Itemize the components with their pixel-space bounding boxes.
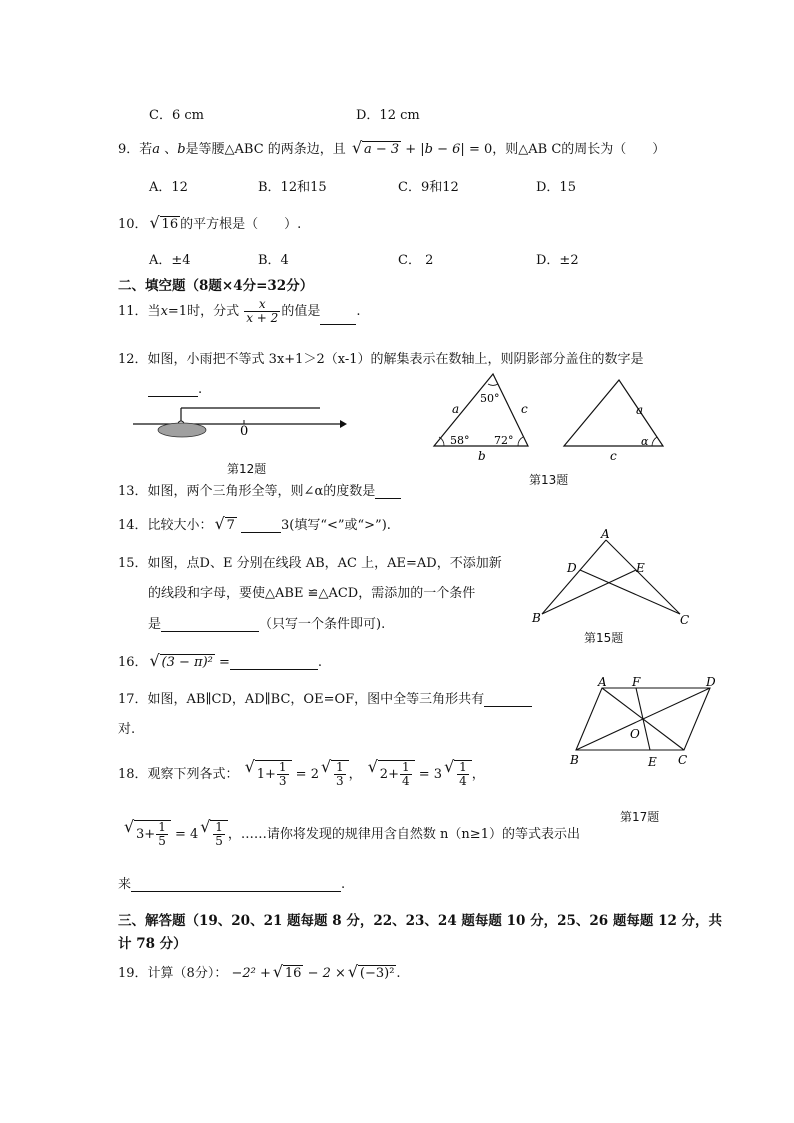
q18-f1-num: 1 [278, 760, 287, 774]
q18-text-2: ，……请你将发现的规律用含自然数 n（n≥1）的等式表示出 [227, 827, 580, 842]
q18-text-3: 来 [118, 877, 132, 892]
q14-radicand: 7 [226, 518, 235, 533]
q18-comma-2: ， [471, 767, 485, 782]
fig13-t2-side-c: c [610, 449, 617, 463]
fig17-caption: 第17题 [620, 810, 660, 824]
q9-option-d: D．15 [536, 180, 576, 195]
fig17-label-d: D [706, 676, 716, 689]
fig13-caption: 第13题 [529, 473, 569, 487]
q18-f2-rhs-den: 4 [459, 774, 467, 788]
fig17-figure [566, 676, 722, 768]
q9-stem: 9．若a 、b是等腰△ABC 的两条边，且 √ a − 3 + |b − 6| = 0，则△AB C的周长为（ ） [118, 138, 665, 157]
fig13-side-c: c [521, 402, 528, 416]
q15-number: 15． [118, 556, 148, 571]
q18-line-3 [118, 873, 345, 892]
q14-stem [118, 514, 391, 533]
q16-answer-blank[interactable] [230, 655, 318, 670]
q12-end: . [198, 382, 203, 397]
q13-answer-blank[interactable] [375, 484, 401, 499]
q18-f2-int: 2 [379, 767, 389, 782]
q8-option-c: C．6 cm [149, 108, 204, 123]
q9-abs-content: b − 6 [424, 142, 461, 157]
q12-text: 如图，小雨把不等式 3x+1＞2（x-1）的解集表示在数轴上，则阴影部分盖住的数字是 [147, 352, 644, 367]
q15-line-2: 的线段和字母，要使△ABE ≌△ACD，需添加的一个条件 [148, 586, 476, 601]
q15-line-1 [118, 552, 502, 571]
q11-frac-den: x + 2 [246, 311, 279, 325]
q19-stem [118, 962, 401, 981]
q19-radical-2 [348, 965, 397, 981]
fig17-label-b: B [570, 753, 579, 767]
q12-answer-line [148, 382, 202, 397]
q14-text-2: 3(填写“<”或“>”). [280, 518, 391, 533]
fig15-line-be [542, 570, 636, 614]
q18-f2-num: 1 [401, 760, 410, 774]
q9-option-a: A．12 [149, 180, 188, 195]
q18-f3-radical: √ 3+ $\frac{1}{5}$ [124, 820, 171, 848]
q18-f1-rhs-num: √ 1 [335, 760, 344, 774]
q18-comma-1: ， [348, 767, 362, 782]
fig13-angle-right: 72° [494, 434, 514, 447]
fig15-label-b: B [532, 611, 541, 625]
fig15-figure [528, 528, 698, 628]
section3-title-line-2: 计 78 分） [118, 936, 187, 952]
q14-text-1: 比较大小： [147, 518, 213, 533]
fig15-caption: 第15题 [584, 631, 624, 645]
q17-answer-blank[interactable] [484, 692, 532, 707]
q11-text-1: 当 [147, 304, 161, 319]
q10-number: 10． [118, 217, 148, 232]
q10-radical [150, 216, 181, 232]
fig12-shaded-cover [158, 423, 206, 437]
fig13-arc-alpha [652, 437, 657, 446]
q11-answer-blank[interactable] [320, 310, 356, 325]
q18-f3-rhs-num: √ 1 [215, 820, 223, 834]
q10-option-d: D．±2 [536, 253, 579, 268]
q9-text-3: ，则△AB C的周长为（ ） [492, 142, 666, 157]
q13-text: 如图，两个三角形全等，则∠α的度数是 [147, 484, 376, 499]
fig17-label-f: F [632, 676, 641, 689]
q18-answer-blank[interactable] [131, 877, 341, 892]
q18-f2-rhs-num: √ 1 [459, 760, 467, 774]
q18-f1-radical: √ 1+ $\frac{1}{3}$ [245, 760, 292, 788]
fig15-label-e: E [636, 561, 645, 575]
fig12-zero-label: 0 [240, 424, 249, 439]
fig15-label-c: C [680, 613, 690, 627]
section3-title-line-1: 三、解答题（19、20、21 题每题 8 分，22、23、24 题每题 10 分，25、26 题每题 12 分，共 [118, 913, 723, 929]
fig15-line-ac [606, 540, 680, 614]
q19-radicand-1: 16 [284, 966, 302, 981]
q15-text-3a: 是 [148, 617, 162, 632]
q15-text-3b: （只写一个条件即可). [259, 617, 386, 632]
fig13-side-a: a [452, 402, 460, 416]
fig13-t2-side-a: a [636, 403, 644, 417]
q9-equals: = 0 [468, 142, 493, 157]
q18-f3-int: 3 [136, 827, 145, 842]
fig15-line-cd [580, 570, 680, 614]
q18-f1-rhs-radical [321, 760, 349, 788]
q10-option-c: C． 2 [398, 253, 434, 268]
fig15-label-a: A [601, 528, 610, 541]
q17-text-1: 如图，AB∥CD，AD∥BC，OE=OF，图中全等三角形共有 [147, 692, 485, 707]
q17-line-1 [118, 688, 532, 707]
q12-answer-blank[interactable] [148, 382, 198, 397]
fig17-label-e: E [648, 755, 657, 768]
q8-option-d: D．12 cm [356, 108, 420, 123]
q16-equals: = [219, 655, 230, 670]
q9-text-2: 是等腰△ABC 的两条边，且 [185, 142, 346, 157]
q9-number: 9． [118, 142, 140, 157]
q19-expr-1: −2² + [231, 966, 271, 981]
q18-f3-num: 1 [158, 820, 166, 834]
q10-option-a: A．±4 [149, 253, 191, 268]
q18-f3-den: 5 [158, 834, 166, 848]
q9-option-b: B．12和15 [258, 180, 327, 195]
q9-text-1: 若 [139, 142, 153, 157]
q16-stem [118, 651, 322, 670]
fig13-triangles [428, 366, 668, 466]
fig13-angle-top: 50° [480, 392, 500, 405]
q11-end: . [356, 304, 361, 319]
q18-f1-int: 1 [256, 767, 265, 782]
q10-option-b: B．4 [258, 253, 289, 268]
fig12-caption: 第12题 [227, 462, 267, 476]
q19-number: 19． [118, 966, 148, 981]
q16-radicand: (3 − π)² [161, 655, 213, 670]
q10-stem [118, 213, 301, 232]
q13-stem [118, 480, 401, 499]
q18-line-1: 18．观察下列各式： √ 1+ $\frac{1}{3}$ = 2 √ $\frac{1}{3}$ ， √ 2+ $\frac{1}{4}$ = 3 √ $\frac{1}{4}$ ， [118, 760, 485, 788]
q19-end: . [396, 966, 401, 981]
q16-radical [150, 654, 215, 670]
fig12-arrow [340, 420, 347, 428]
fig13-arc-right [518, 437, 523, 446]
q9-var-a: a [152, 142, 161, 157]
fig15-label-d: D [567, 561, 577, 575]
fig13-triangle-1 [434, 374, 528, 446]
q13-number: 13． [118, 484, 148, 499]
q18-f1-rhs-den: 3 [335, 774, 344, 788]
q16-end: . [317, 655, 323, 670]
q16-number: 16． [118, 655, 148, 670]
fig13-angle-left: 58° [450, 434, 470, 447]
q11-var-x: x [160, 304, 168, 319]
q9-radical [352, 141, 401, 157]
q11-number: 11． [118, 304, 148, 319]
q18-f2-den: 4 [401, 774, 410, 788]
q19-radicand-2: (−3)² [359, 966, 395, 981]
q18-number: 18． [118, 767, 148, 782]
q18-text-1: 观察下列各式： [147, 767, 239, 782]
q9-sep: 、 [160, 142, 178, 157]
q9-var-b: b [177, 142, 186, 157]
q18-f1-coef: 2 [310, 767, 319, 782]
q17-number: 17． [118, 692, 148, 707]
q15-line-3 [148, 613, 385, 632]
q10-text: 的平方根是（ ）. [180, 217, 302, 232]
q9-radicand: a − 3 [363, 142, 400, 157]
q18-f1-den: 3 [278, 774, 287, 788]
fig17-label-c: C [678, 753, 688, 767]
q18-line-2: √ 3+ $\frac{1}{5}$ = 4 √ $\frac{1}{5}$ ，……请你将发现的规律用含自然数 n（n≥1）的等式表示出 [122, 820, 580, 848]
q10-radicand: 16 [161, 217, 179, 232]
fig13-alpha-label: α [641, 435, 649, 448]
q11-text-2: 的值是 [281, 304, 321, 319]
q18-f2-rhs-radical [444, 760, 472, 788]
fig13-arc-top [488, 384, 498, 385]
q11-fraction [244, 298, 280, 325]
q11-stem [118, 298, 360, 325]
q14-answer-blank[interactable] [241, 518, 281, 533]
q11-frac-num: x [244, 298, 280, 312]
q18-f3-rhs-radical [200, 820, 228, 848]
q18-f2-radical: √ 2+ $\frac{1}{4}$ [368, 760, 415, 788]
q11-cond: =1时，分式 [167, 304, 240, 319]
q9-option-c: C．9和12 [398, 180, 459, 195]
q18-f3-coef: 4 [190, 827, 199, 842]
q12-stem [118, 348, 643, 367]
section2-title: 二、填空题（8题×4分=32分） [118, 278, 314, 294]
q19-expr-2: − 2 × [307, 966, 346, 981]
q19-text: 计算（8分）： [147, 966, 228, 981]
q17-line-2: 对. [118, 722, 136, 737]
q18-f2-coef: 3 [433, 767, 443, 782]
q18-end: . [341, 877, 346, 892]
fig17-label-o: O [630, 727, 640, 741]
fig13-side-b: b [478, 449, 486, 463]
fig12-number-line [128, 400, 348, 450]
q15-text-1: 如图，点D、E 分别在线段 AB，AC 上，AE=AD，不添加新 [147, 556, 502, 571]
q15-answer-blank[interactable] [161, 617, 259, 632]
q19-radical-1 [273, 965, 304, 981]
q14-radical [215, 517, 237, 533]
q14-number: 14． [118, 518, 148, 533]
q12-number: 12． [118, 352, 148, 367]
fig17-label-a: A [598, 676, 607, 689]
q18-f3-rhs-den: 5 [215, 834, 223, 848]
